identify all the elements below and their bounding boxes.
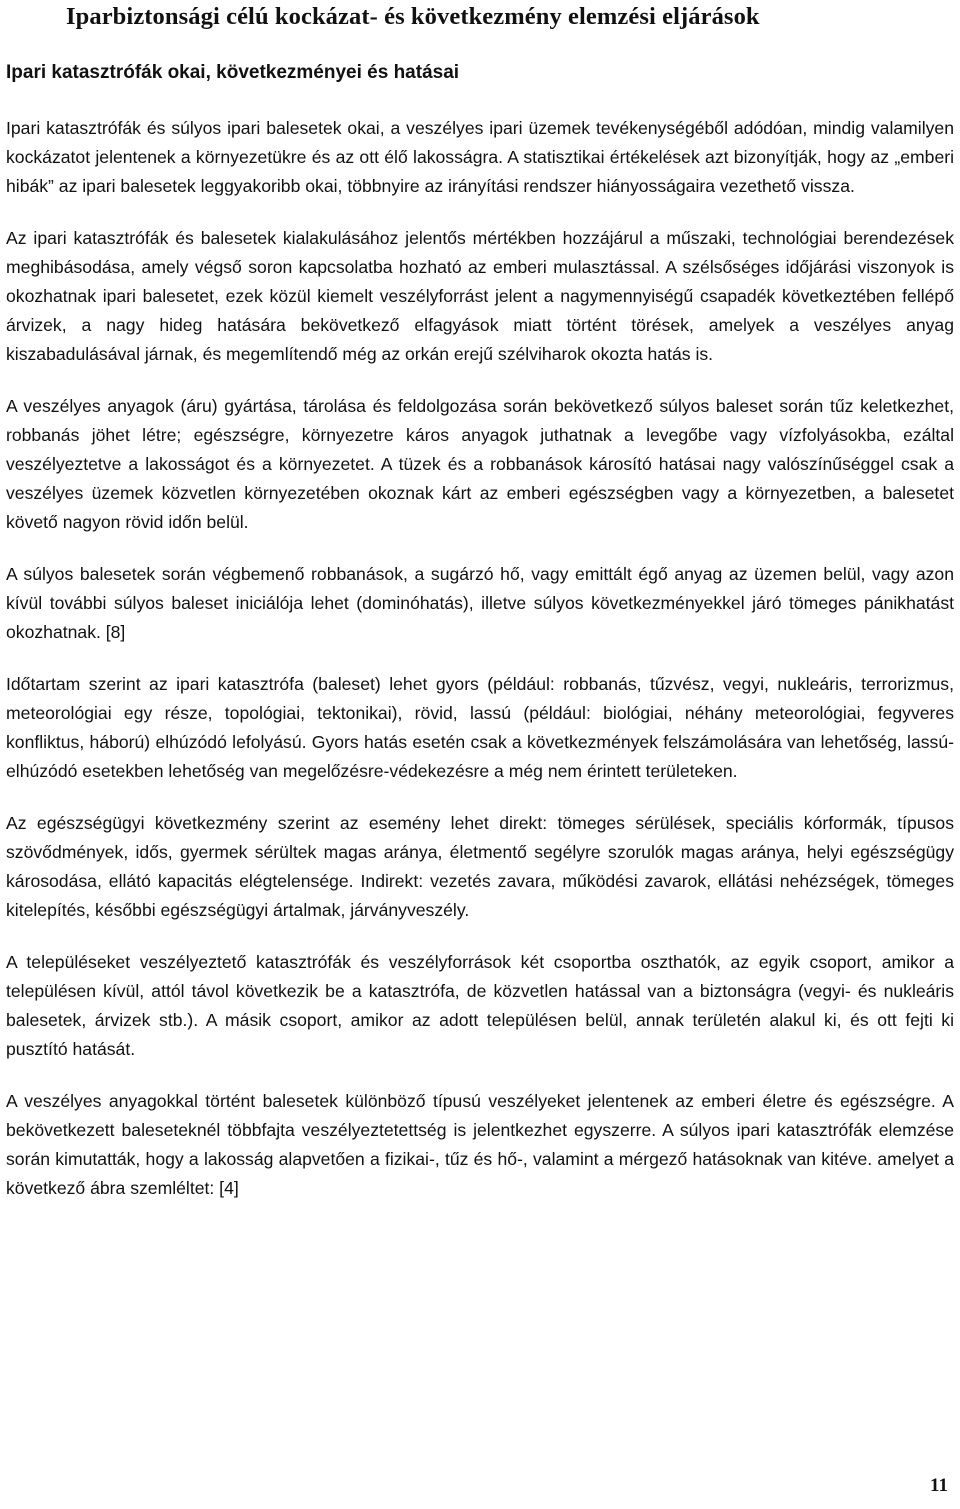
- page-number: 11: [930, 1475, 948, 1496]
- paragraph: Az egészségügyi következmény szerint az esemény lehet direkt: tömeges sérülések, speciális kórformák, típusos szövődmények, idős, gyermek sérültek magas aránya, életmentő segélyre szorulók magas aránya, helyi egészségügy károsodása, ellátó kapacitás elégtelensége. Indirekt: vezetés zavara, működési zavarok, ellátási nehézségek, tömeges kitelepítés, későbbi egészségügyi ártalmak, járványveszély.: [6, 813, 954, 920]
- paragraph: A veszélyes anyagok (áru) gyártása, tárolása és feldolgozása során bekövetkező súlyos baleset során tűz keletkezhet, robbanás jöhet létre; egészségre, környezetre káros anyagok juthatnak a levegőbe vagy vízfolyásokba, ezáltal veszélyeztetve a lakosságot és a környezetet. A tüzek és a robbanások károsító hatásai nagy valószínűséggel csak a veszélyes üzemek közvetlen környezetében okoznak kárt az emberi egészségben vagy a környezetben, a balesetet követő nagyon rövid időn belül.: [6, 396, 954, 532]
- paragraph: Az ipari katasztrófák és balesetek kialakulásához jelentős mértékben hozzájárul a műszaki, technológiai berendezések meghibásodása, amely végső soron kapcsolatba hozható az emberi mulasztással. A szélsőséges időjárási viszonyok is okozhatnak ipari balesetet, ezek közül kiemelt veszélyforrást jelent a nagymennyiségű csapadék következtében fellépő árvizek, a nagy hideg hatására bekövetkező elfagyások miatt történt törések, amelyek a veszélyes anyag kiszabadulásával járnak, és megemlítendő még az orkán erejű szélviharok okozta hatás is.: [6, 228, 954, 364]
- paragraph: A súlyos balesetek során végbemenő robbanások, a sugárzó hő, vagy emittált égő anyag az üzemen belül, vagy azon kívül további súlyos baleset iniciálója lehet (dominóhatás), illetve súlyos következményekkel járó tömeges pánikhatást okozhatnak. [8]: [6, 564, 954, 642]
- body-text: [6, 114, 954, 1226]
- section-heading: Ipari katasztrófák okai, következményei és hatásai: [6, 62, 460, 83]
- page-title: Iparbiztonsági célú kockázat- és következmény elemzési eljárások: [66, 3, 760, 30]
- paragraph: Időtartam szerint az ipari katasztrófa (baleset) lehet gyors (például: robbanás, tűzvész, vegyi, nukleáris, terrorizmus, meteorológiai egy része, topológiai, tektonikai), rövid, lassú (például: biológiai, néhány meteorológiai, fegyveres konfliktus, háború) elhúzódó lefolyású. Gyors hatás esetén csak a következmények felszámolására van lehetőség, lassú-elhúzódó esetekben lehetőség van megelőzésre-védekezésre a még nem érintett területeken.: [6, 674, 954, 781]
- paragraph: A veszélyes anyagokkal történt balesetek különböző típusú veszélyeket jelentenek az emberi életre és egészségre. A bekövetkezett baleseteknél többfajta veszélyeztetettség is jelentkezhet egyszerre. A súlyos ipari katasztrófák elemzése során kimutatták, hogy a lakosság alapvetően a fizikai-, tűz és hő-, valamint a mérgező hatásoknak van kitéve. amelyet a következő ábra szemléltet: [4]: [6, 1091, 954, 1198]
- paragraph: A településeket veszélyeztető katasztrófák és veszélyforrások két csoportba oszthatók, az egyik csoport, amikor a településen kívül, attól távol következik be a katasztrófa, de közvetlen hatással van a biztonságra (vegyi- és nukleáris balesetek, árvizek stb.). A másik csoport, amikor az adott településen belül, annak területén alakul ki, és ott fejti ki pusztító hatását.: [6, 952, 954, 1059]
- paragraph: Ipari katasztrófák és súlyos ipari balesetek okai, a veszélyes ipari üzemek tevékenységéből adódóan, mindig valamilyen kockázatot jelentenek a környezetükre és az ott élő lakosságra. A statisztikai értékelések azt bizonyítják, hogy az „emberi hibák” az ipari balesetek leggyakoribb okai, többnyire az irányítási rendszer hiányosságaira vezethető vissza.: [6, 118, 954, 196]
